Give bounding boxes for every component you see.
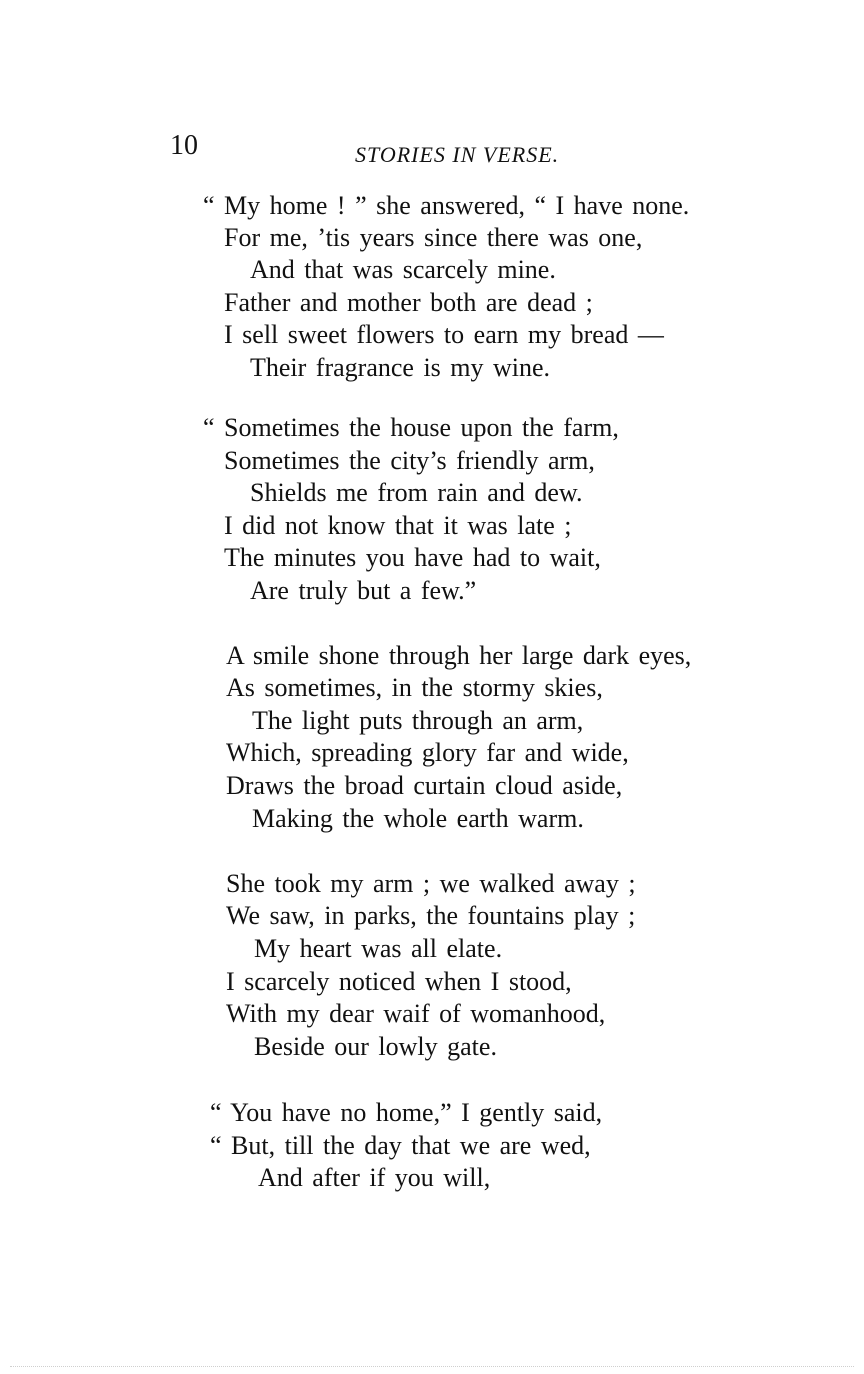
verse-line: The light puts through an arm,	[252, 706, 584, 735]
verse-line: A smile shone through her large dark eyes,	[226, 641, 692, 670]
verse-line: Draws the broad curtain cloud aside,	[226, 771, 623, 800]
verse-line: Which, spreading glory far and wide,	[226, 738, 629, 767]
scan-edge-artifact	[10, 1366, 854, 1367]
verse-line: And after if you will,	[258, 1163, 491, 1192]
verse-line: I did not know that it was late ;	[224, 511, 572, 540]
verse-line: Father and mother both are dead ;	[224, 288, 593, 317]
verse-line: “ My home ! ” she answered, “ I have none.	[203, 191, 690, 220]
verse-line: We saw, in parks, the fountains play ;	[226, 901, 636, 930]
verse-line: Shields me from rain and dew.	[250, 478, 583, 507]
verse-line: “ But, till the day that we are wed,	[210, 1131, 591, 1160]
page-number: 10	[170, 130, 198, 161]
verse-line: I scarcely noticed when I stood,	[226, 967, 572, 996]
verse-line: I sell sweet flowers to earn my bread —	[224, 320, 664, 349]
verse-line: Their fragrance is my wine.	[250, 353, 551, 382]
running-title: STORIES IN VERSE.	[355, 142, 560, 167]
verse-line: “ You have no home,” I gently said,	[210, 1098, 603, 1127]
verse-line: The minutes you have had to wait,	[224, 543, 601, 572]
verse-line: Are truly but a few.”	[250, 576, 477, 605]
verse-line: “ Sometimes the house upon the farm,	[203, 413, 619, 442]
verse-line: As sometimes, in the stormy skies,	[226, 673, 603, 702]
verse-line: Making the whole earth warm.	[252, 804, 584, 833]
verse-line: Sometimes the city’s friendly arm,	[224, 446, 595, 475]
verse-line: Beside our lowly gate.	[254, 1032, 497, 1061]
verse-line: She took my arm ; we walked away ;	[226, 869, 636, 898]
verse-line: My heart was all elate.	[254, 934, 503, 963]
verse-line: With my dear waif of womanhood,	[226, 999, 606, 1028]
verse-line: For me, ’tis years since there was one,	[224, 223, 643, 252]
verse-line: And that was scarcely mine.	[250, 255, 556, 284]
